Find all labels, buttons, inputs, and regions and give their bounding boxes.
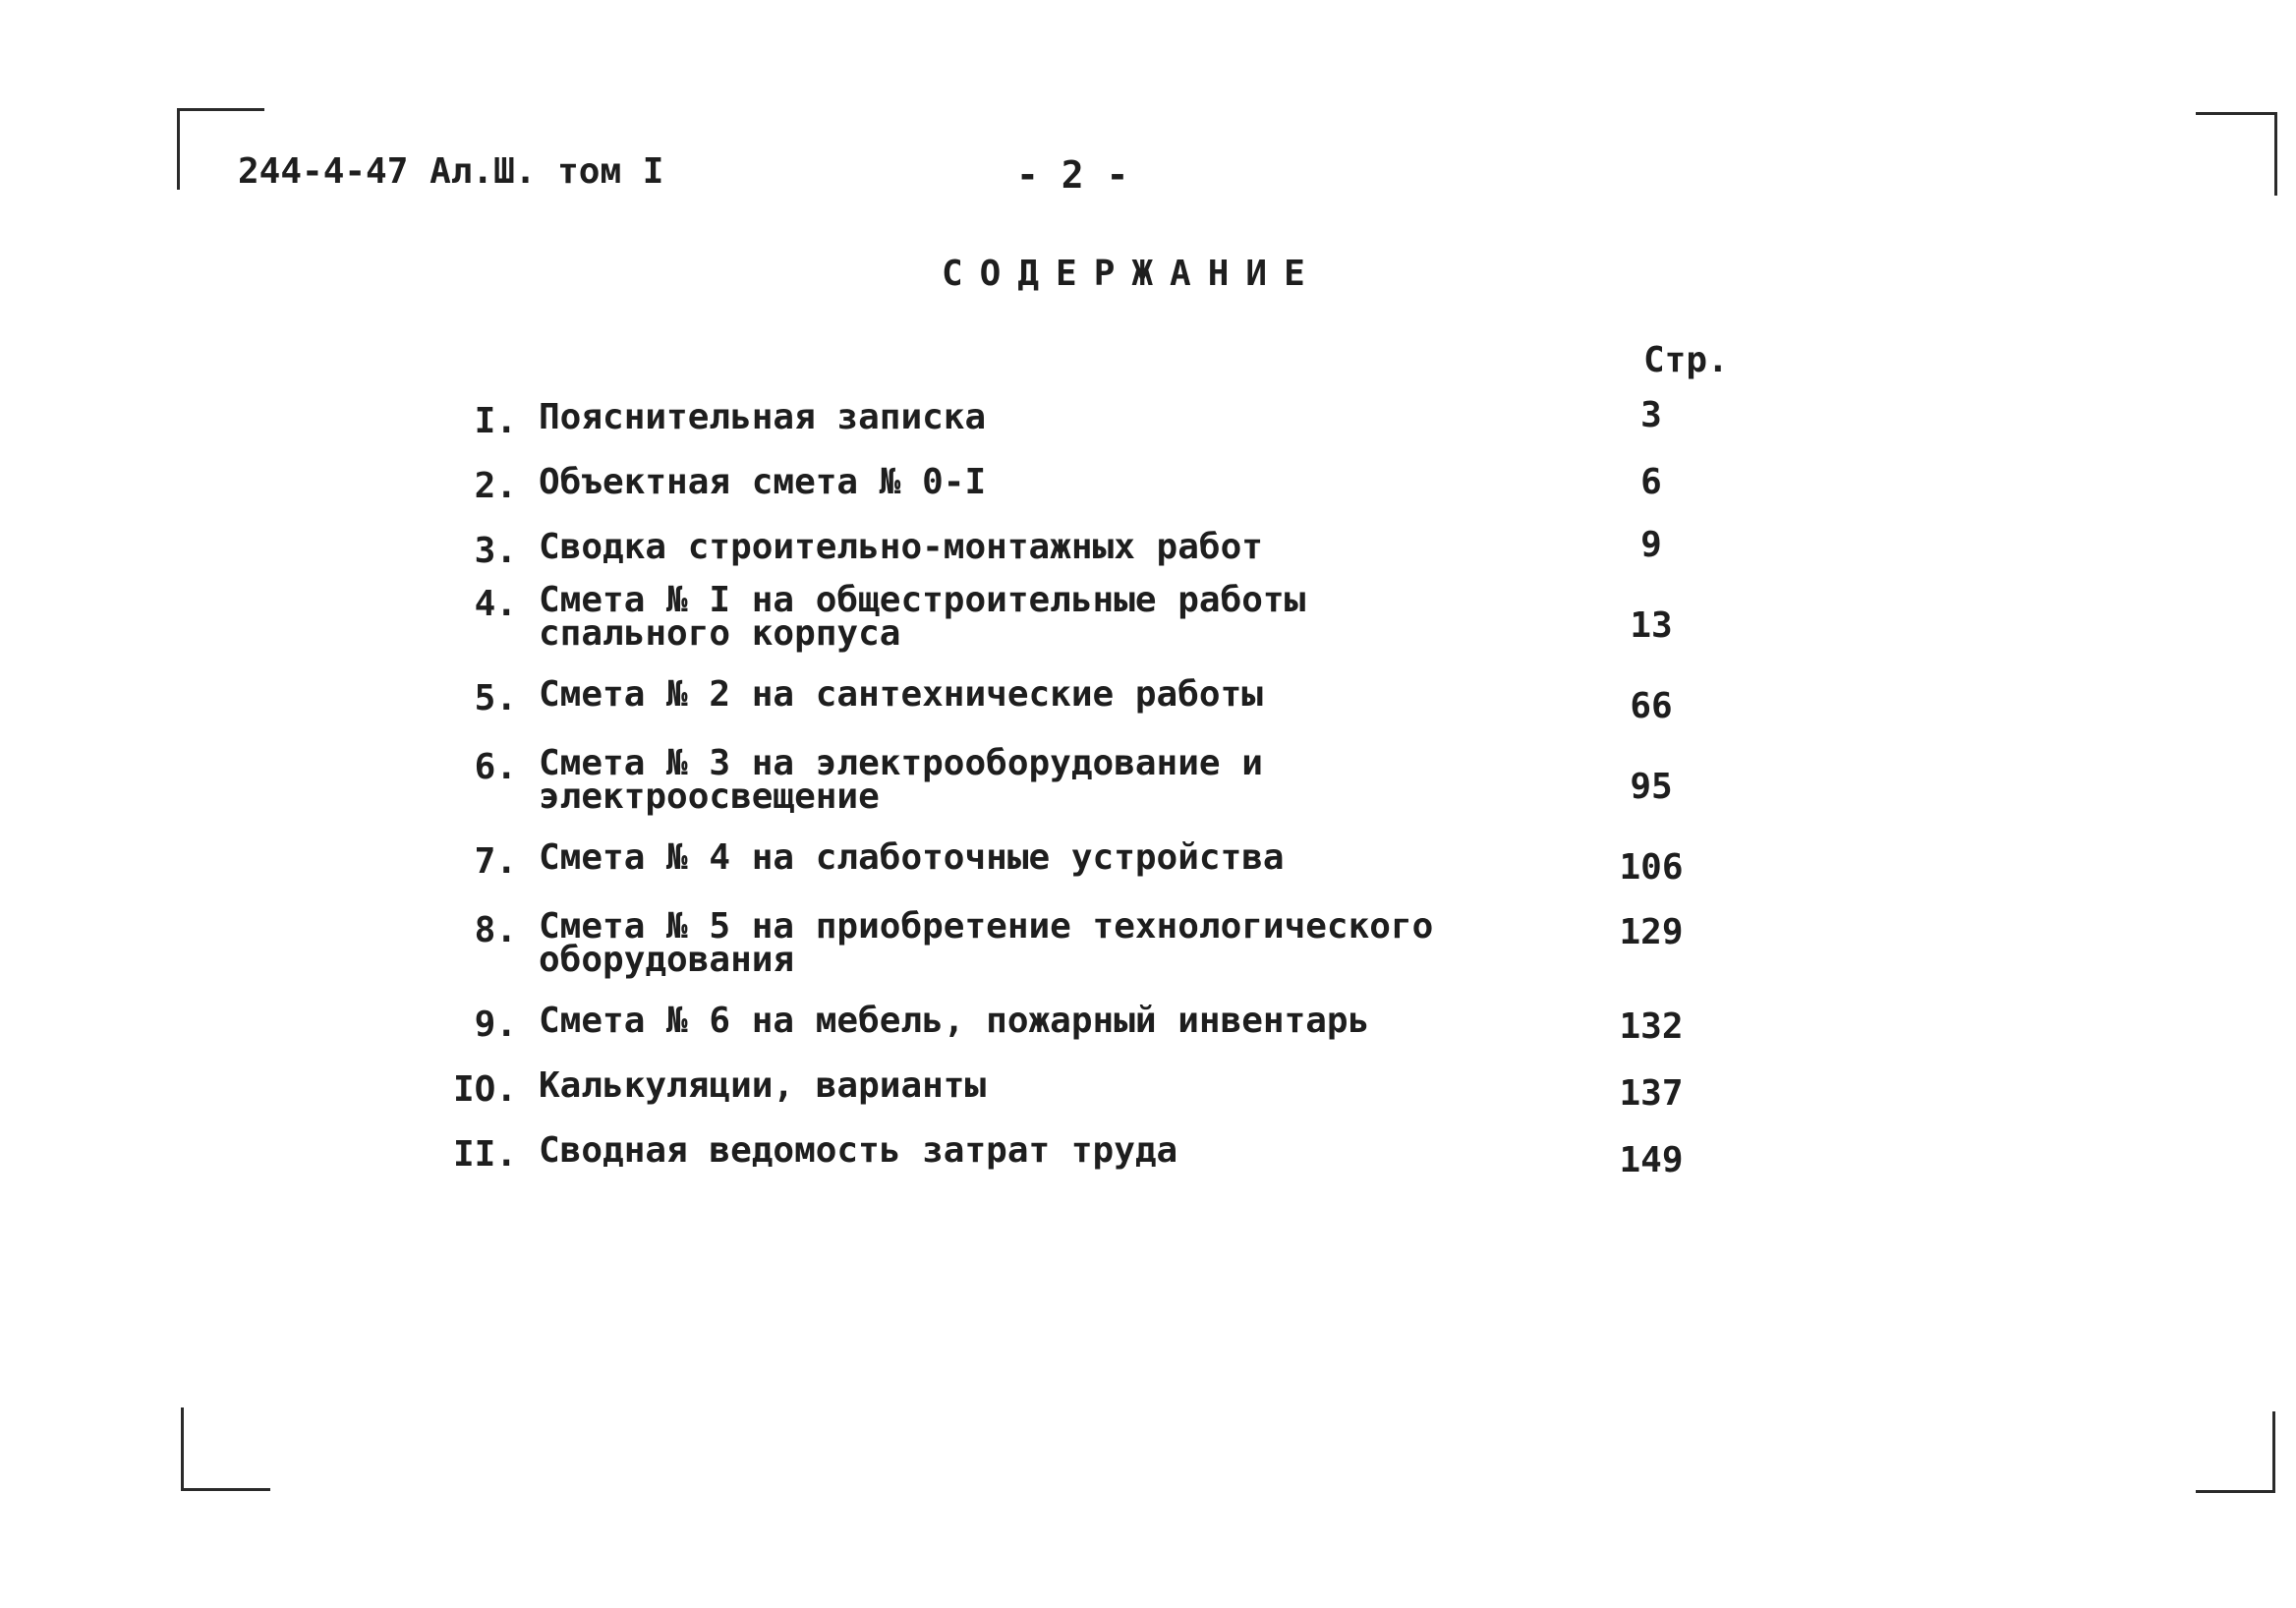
toc-row-number: IO. [452, 1069, 517, 1110]
toc-row-number: 7. [474, 841, 517, 882]
toc-row-number: 3. [474, 531, 517, 571]
toc-row-title: Смета № 5 на приобретение технологического [539, 906, 1434, 947]
toc-row-number: I. [474, 401, 517, 441]
toc-row-page: 106 [1619, 847, 1684, 888]
toc-row-page: 95 [1630, 767, 1673, 807]
toc-row-title: Сводка строительно-монтажных работ [539, 527, 1263, 567]
toc-row-title-continuation: электроосвещение [539, 776, 880, 817]
toc-row-number: 2. [474, 466, 517, 506]
page-title: СОДЕРЖАНИЕ [942, 254, 1322, 294]
toc-row-number: 4. [474, 584, 517, 624]
page-column-label: Стр. [1643, 340, 1729, 380]
toc-row-number: 8. [474, 910, 517, 950]
toc-row-number: 5. [474, 678, 517, 718]
toc-row-page: 3 [1640, 395, 1662, 435]
toc-row-page: 129 [1619, 912, 1684, 952]
toc-row-page: 13 [1630, 605, 1673, 646]
toc-row-number: 6. [474, 747, 517, 787]
toc-row-title: Сводная ведомость затрат труда [539, 1130, 1178, 1171]
toc-row-title: Смета № 3 на электрооборудование и [539, 743, 1263, 783]
toc-row-page: 9 [1640, 525, 1662, 565]
toc-row-page: 149 [1619, 1140, 1684, 1180]
toc-row-title: Пояснительная записка [539, 397, 987, 437]
toc-row-title: Смета № 4 на слаботочные устройства [539, 837, 1285, 878]
toc-row-title-continuation: спального корпуса [539, 613, 901, 654]
toc-row-title: Калькуляции, варианты [539, 1065, 987, 1106]
toc-row-title: Смета № 2 на сантехнические работы [539, 674, 1263, 715]
toc-row-title: Объектная смета № 0-I [539, 462, 987, 502]
toc-row-number: 9. [474, 1005, 517, 1045]
toc-row-page: 137 [1619, 1073, 1684, 1114]
document-code: 244-4-47 Ал.Ш. том I [238, 151, 664, 192]
page-number: - 2 - [1016, 153, 1129, 197]
toc-row-title-continuation: оборудования [539, 940, 795, 980]
toc-row-page: 132 [1619, 1006, 1684, 1047]
toc-row-page: 66 [1630, 686, 1673, 726]
toc-row-title: Смета № I на общестроительные работы [539, 580, 1306, 620]
toc-row-page: 6 [1640, 462, 1662, 502]
toc-row-title: Смета № 6 на мебель, пожарный инвентарь [539, 1001, 1370, 1041]
toc-row-number: II. [452, 1134, 517, 1175]
